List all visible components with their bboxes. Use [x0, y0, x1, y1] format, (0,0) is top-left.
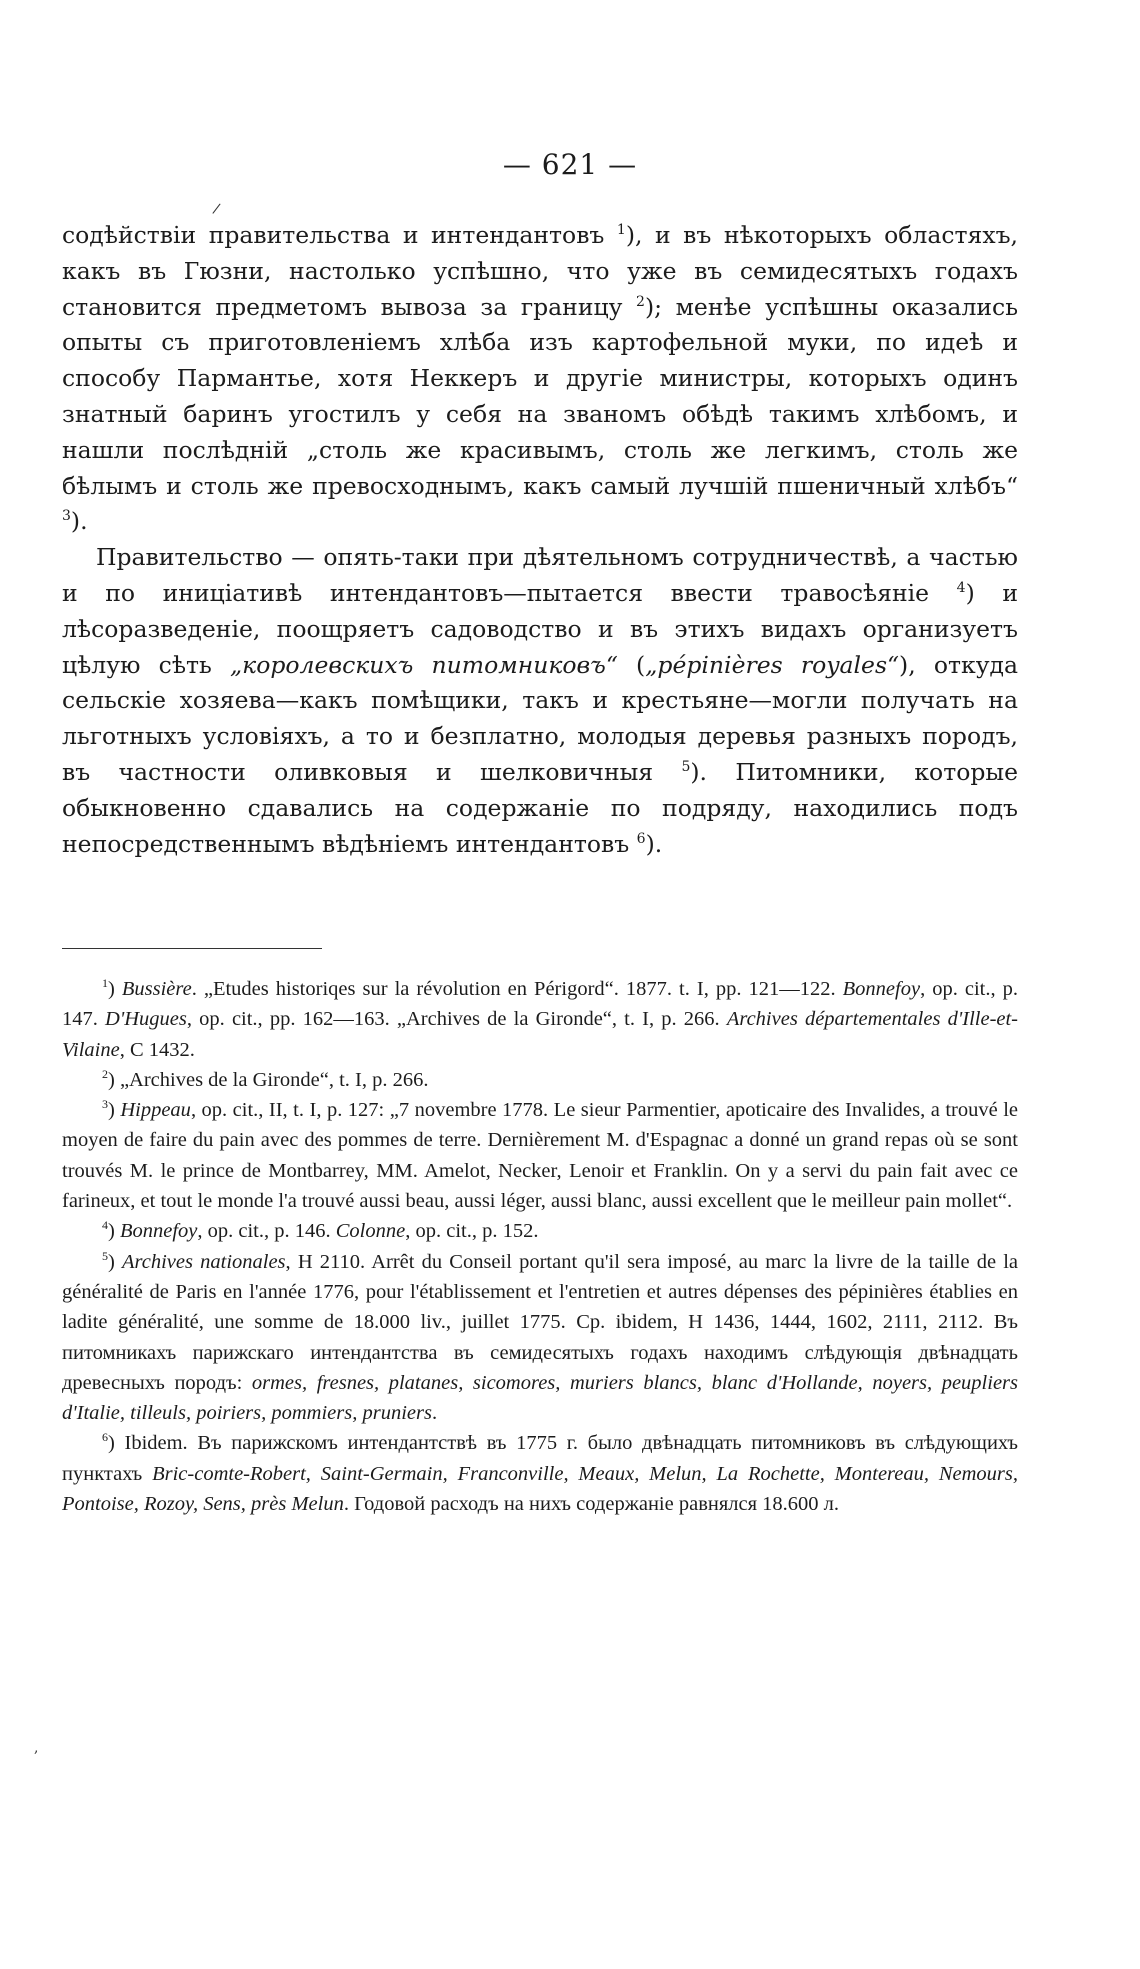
footnote-ref: 6: [636, 830, 646, 847]
main-text: [62, 218, 1018, 862]
text-run: ) Ibidem. Въ парижскомъ интендантствѣ въ 1775 г. было двѣнадцать питомниковъ въ слѣдующихъ пунктахъ: [62, 1432, 1018, 1485]
paragraph-2: [62, 540, 1018, 862]
italic-tree-list: ormes, fresnes, platanes, sicomores, muriers blancs, blanc d'Hollande, noyers, peupliers d'Italie, tilleuls, poiriers, pommiers, pruniers: [62, 1371, 1018, 1425]
italic-phrase: „pépinières royales“: [645, 650, 900, 679]
footnote-4: [62, 1216, 1018, 1246]
text-run: Правительство — опять-таки при дѣятельномъ сотрудничествѣ, а частью и по иниціативѣ интендантовъ—пытается ввести травосѣяніе: [62, 543, 1018, 607]
text-run: . Годовой расходъ на нихъ содержаніе равнялся 18.600 л.: [343, 1493, 840, 1516]
stray-comma-mark: ,: [34, 1740, 39, 1756]
footnote-6: [62, 1428, 1018, 1519]
text-run: .: [431, 1402, 438, 1425]
text-run: , C 1432.: [119, 1038, 195, 1061]
italic-author: Bussière: [121, 978, 192, 1000]
italic-author: Bonnefoy: [842, 978, 921, 1000]
text-run: , op. cit., p. 146.: [197, 1220, 336, 1243]
italic-title: Archives nationales: [122, 1250, 286, 1273]
text-run: ) „Archives de la Gironde“, t. I, p. 266.: [108, 1068, 429, 1091]
footnote-3: [62, 1095, 1018, 1216]
footnote-number: 4: [102, 1218, 108, 1233]
footnotes: [62, 974, 1018, 1519]
footnote-number: 6: [102, 1430, 108, 1445]
italic-phrase: „королевскихъ питомниковъ“: [230, 650, 618, 679]
footnote-divider: [62, 948, 322, 949]
text-run: ); менѣе успѣшны оказались опыты съ приготовленіемъ хлѣба изъ картофельной муки, по идеѣ и способу Пармантье, хотя Неккеръ и другіе министры, которыхъ одинъ знатный баринъ угостилъ у себя на званомъ обѣдѣ такимъ хлѣбомъ, и нашли послѣдній „столь же красивымъ, столь же легкимъ, столь же бѣлымъ и столь же превосходнымъ, какъ самый лучшій пшеничный хлѣбъ“: [62, 292, 1018, 500]
paragraph-1: [62, 218, 1018, 540]
footnote-ref: 4: [956, 580, 966, 597]
italic-title: Archives départementales d'Ille-et-Vilaine: [62, 1008, 1019, 1061]
text-run: ), откуда сельскіе хозяева—какъ помѣщики, такъ и крестьяне—могли получать на льготныхъ условіяхъ, а то и безплатно, молодыя деревья разныхъ породъ, въ частности оливковыя и шелковичныя: [62, 650, 1018, 786]
footnote-ref: 1: [616, 222, 626, 239]
text-run: содѣйствіи правительства и интендантовъ: [62, 221, 617, 249]
text-run: , op. cit., p. 147.: [62, 978, 1019, 1031]
footnote-number: 1: [102, 976, 108, 991]
text-run: ).: [645, 829, 663, 858]
text-run: ).: [70, 507, 88, 536]
text-run: ): [108, 1250, 122, 1273]
footnote-2: [62, 1065, 1018, 1095]
footnote-ref: 2: [636, 293, 645, 310]
footnote-5: [62, 1247, 1018, 1429]
italic-author: Hippeau: [120, 1099, 191, 1122]
text-run: (: [617, 650, 646, 679]
stray-tick-mark: /: [211, 200, 222, 218]
text-run: , op. cit., pp. 162—163. „Archives de la Gironde“, t. I, p. 266.: [186, 1008, 727, 1031]
page-number: — 621 —: [502, 148, 638, 181]
text-run: ): [108, 978, 122, 1000]
italic-place-list: Bric-comte-Robert, Saint-Germain, Franconville, Meaux, Melun, La Rochette, Montereau, Nemours, Pontoise, Rozoy, Sens, près Melun: [62, 1462, 1018, 1516]
text-run: , op. cit., II, t. I, p. 127: „7 novembre 1778. Le sieur Parmentier, apoticaire des Invalides, a trouvé le moyen de faire du pain avec des pommes de terre. Dernièrement M. d'Espagnac a donné un grand repas où se sont trouvés M. le prince de Montbarrey, MM. Amelot, Necker, Lenoir et Franklin. On y a servi du pain fait avec ce farineux, et tout le monde l'a trouvé aussi beau, aussi léger, aussi blanc, aussi excellent que le meilleur pain mollet“.: [62, 1099, 1019, 1213]
footnote-ref: 3: [62, 508, 71, 525]
italic-author: Bonnefoy: [119, 1220, 198, 1243]
footnote-number: 2: [102, 1067, 108, 1082]
text-run: , H 2110. Arrêt du Conseil portant qu'il sera imposé, au marc la livre de la taille de la généralité de Paris en l'année 1776, pour l'établissement et l'entretien et autres dépenses des pépinières établies en ladite généralité, une somme de 18.000 liv., juillet 1775. Ср. ibidem, H 1436, 1444, 1602, 2111, 2112. Въ питомникахъ парижскаго интендантства въ семидесятыхъ годахъ находимъ слѣдующія двѣнадцать древесныхъ породъ:: [62, 1250, 1019, 1394]
footnote-number: 5: [102, 1248, 108, 1263]
footnote-1: [62, 974, 1018, 1065]
italic-author: Colonne: [335, 1220, 406, 1243]
italic-author: D'Hugues: [105, 1008, 187, 1031]
footnote-number: 3: [102, 1097, 108, 1112]
text-run: , op. cit., p. 152.: [405, 1220, 539, 1243]
text-run: ): [108, 1099, 121, 1122]
text-run: ), и въ нѣкоторыхъ областяхъ, какъ въ Гюзни, настолько успѣшно, что уже въ семидесятыхъ годахъ становится предметомъ вывоза за границу: [62, 221, 1018, 321]
text-run: ) и лѣсоразведеніе, поощряетъ садоводство и въ этихъ видахъ организуетъ цѣлую сѣть: [62, 578, 1018, 679]
text-run: . „Etudes historiqes sur la révolution en Périgord“. 1877. t. I, pp. 121—122.: [191, 978, 843, 1000]
footnote-ref: 5: [681, 759, 691, 776]
text-run: ): [108, 1220, 120, 1243]
text-run: ). Питомники, которые обыкновенно сдавались на содержаніе по подряду, находились подъ непосредственнымъ вѣдѣніемъ интендантовъ: [62, 757, 1019, 858]
